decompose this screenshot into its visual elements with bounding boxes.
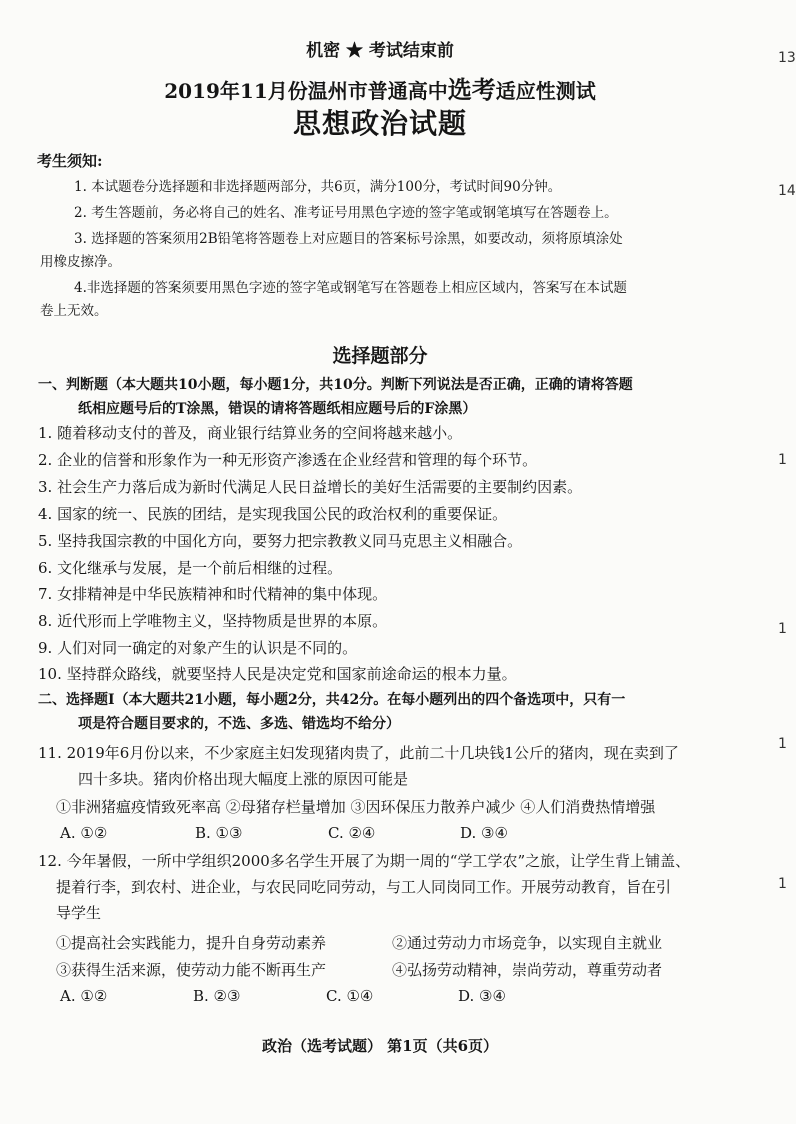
question-item: 8. 近代形而上学唯物主义，坚持物质是世界的本原。 (38, 612, 388, 630)
question-item: 10. 坚持群众路线，就要坚持人民是决定党和国家前途命运的根本力量。 (38, 665, 517, 683)
question-stem: 提着行李，到农村、进企业，与农民同吃同劳动，与工人同岗同工作。开展劳动教育，旨在引 (56, 878, 672, 896)
question-options: ①非洲猪瘟疫情致死率高 ②母猪存栏量增加 ③因环保压力散养户减少 ④人们消费热情增强 (56, 798, 656, 816)
question-stem: 11. 2019年6月份以来，不少家庭主妇发现猪肉贵了，此前二十几块钱1公斤的猪肉，现在卖到了 (38, 744, 679, 762)
edge-mark: 1 (778, 452, 787, 468)
confidential-label: 机密 ★ 考试结束前 (306, 41, 454, 61)
part2-instructions: 项是符合题目要求的，不选、多选、错选均不给分） (78, 716, 400, 732)
answer-choice-c: C. ②④ (328, 824, 376, 842)
question-item: 7. 女排精神是中华民族精神和时代精神的集中体现。 (38, 585, 388, 603)
answer-choice-a: A. ①② (60, 824, 108, 842)
question-item: 3. 社会生产力落后成为新时代满足人民日益增长的美好生活需要的主要制约因素。 (38, 478, 583, 496)
notice-item: 3. 选择题的答案须用2B铅笔将答题卷上对应题目的答案标号涂黑，如要改动，须将原填涂处 (74, 231, 623, 247)
question-item: 4. 国家的统一、民族的团结，是实现我国公民的政治权利的重要保证。 (38, 505, 508, 523)
part2-instructions: 二、选择题Ⅰ（本大题共21小题，每小题2分，共42分。在每小题列出的四个备选项中，只有一 (38, 692, 626, 708)
question-item: 9. 人们对同一确定的对象产生的认识是不同的。 (38, 639, 358, 657)
page-title: 思想政治试题 (292, 107, 467, 140)
notice-item: 1. 本试题卷分选择题和非选择题两部分，共6页，满分100分，考试时间90分钟。 (74, 179, 562, 195)
exam-subtitle-part: 适应性测试 (495, 79, 596, 103)
edge-mark: 1 (778, 621, 787, 637)
answer-choice-b: B. ②③ (193, 987, 241, 1005)
part1-instructions: 一、判断题（本大题共10小题，每小题1分，共10分。判断下列说法是否正确，正确的请将答题 (38, 377, 633, 393)
answer-choice-c: C. ①④ (326, 987, 374, 1005)
exam-subtitle-emphasis: 选考 (447, 75, 496, 104)
exam-subtitle (0, 70, 760, 105)
edge-mark: 1 (778, 876, 787, 892)
exam-subtitle-part: 2019年11月份温州市普通高中 (164, 79, 448, 103)
notice-item: 2. 考生答题前，务必将自己的姓名、准考证号用黑色字迹的签字笔或钢笔填写在答题卷上。 (74, 205, 618, 221)
answer-choice-d: D. ③④ (458, 987, 506, 1005)
part1-instructions: 纸相应题号后的T涂黑，错误的请将答题纸相应题号后的F涂黑） (78, 401, 477, 417)
notice-item: 用橡皮擦净。 (40, 254, 121, 270)
question-option: ③获得生活来源，使劳动力能不断再生产 (56, 961, 327, 979)
edge-mark: 14 (778, 183, 796, 199)
question-item: 5. 坚持我国宗教的中国化方向，要努力把宗教教义同马克思主义相融合。 (38, 532, 523, 550)
question-option: ①提高社会实践能力，提升自身劳动素养 (56, 934, 327, 952)
notice-item: 卷上无效。 (40, 303, 108, 319)
question-stem: 四十多块。猪肉价格出现大幅度上涨的原因可能是 (78, 770, 409, 788)
question-option: ②通过劳动力市场竞争，以实现自主就业 (392, 934, 663, 952)
question-option: ④弘扬劳动精神，崇尚劳动，尊重劳动者 (392, 961, 663, 979)
question-stem: 导学生 (56, 904, 102, 922)
answer-choice-b: B. ①③ (195, 824, 243, 842)
answer-choice-d: D. ③④ (460, 824, 508, 842)
notice-item: 4.非选择题的答案须要用黑色字迹的签字笔或钢笔写在答题卷上相应区域内，答案写在本试题 (74, 280, 627, 296)
question-stem: 12. 今年暑假，一所中学组织2000多名学生开展了为期一周的“学工学农”之旅，让学生背上铺盖、 (38, 852, 691, 870)
answer-choice-a: A. ①② (60, 987, 108, 1005)
edge-mark: 1 (778, 736, 787, 752)
question-item: 2. 企业的信誉和形象作为一种无形资产渗透在企业经营和管理的每个环节。 (38, 451, 538, 469)
page-footer: 政治（选考试题） 第1页（共6页） (261, 1037, 499, 1055)
question-item: 1. 随着移动支付的普及，商业银行结算业务的空间将越来越小。 (38, 424, 463, 442)
question-item: 6. 文化继承与发展，是一个前后相继的过程。 (38, 559, 343, 577)
section-title: 选择题部分 (332, 345, 428, 367)
edge-mark: 13 (778, 50, 796, 66)
notice-title: 考生须知: (37, 152, 103, 170)
